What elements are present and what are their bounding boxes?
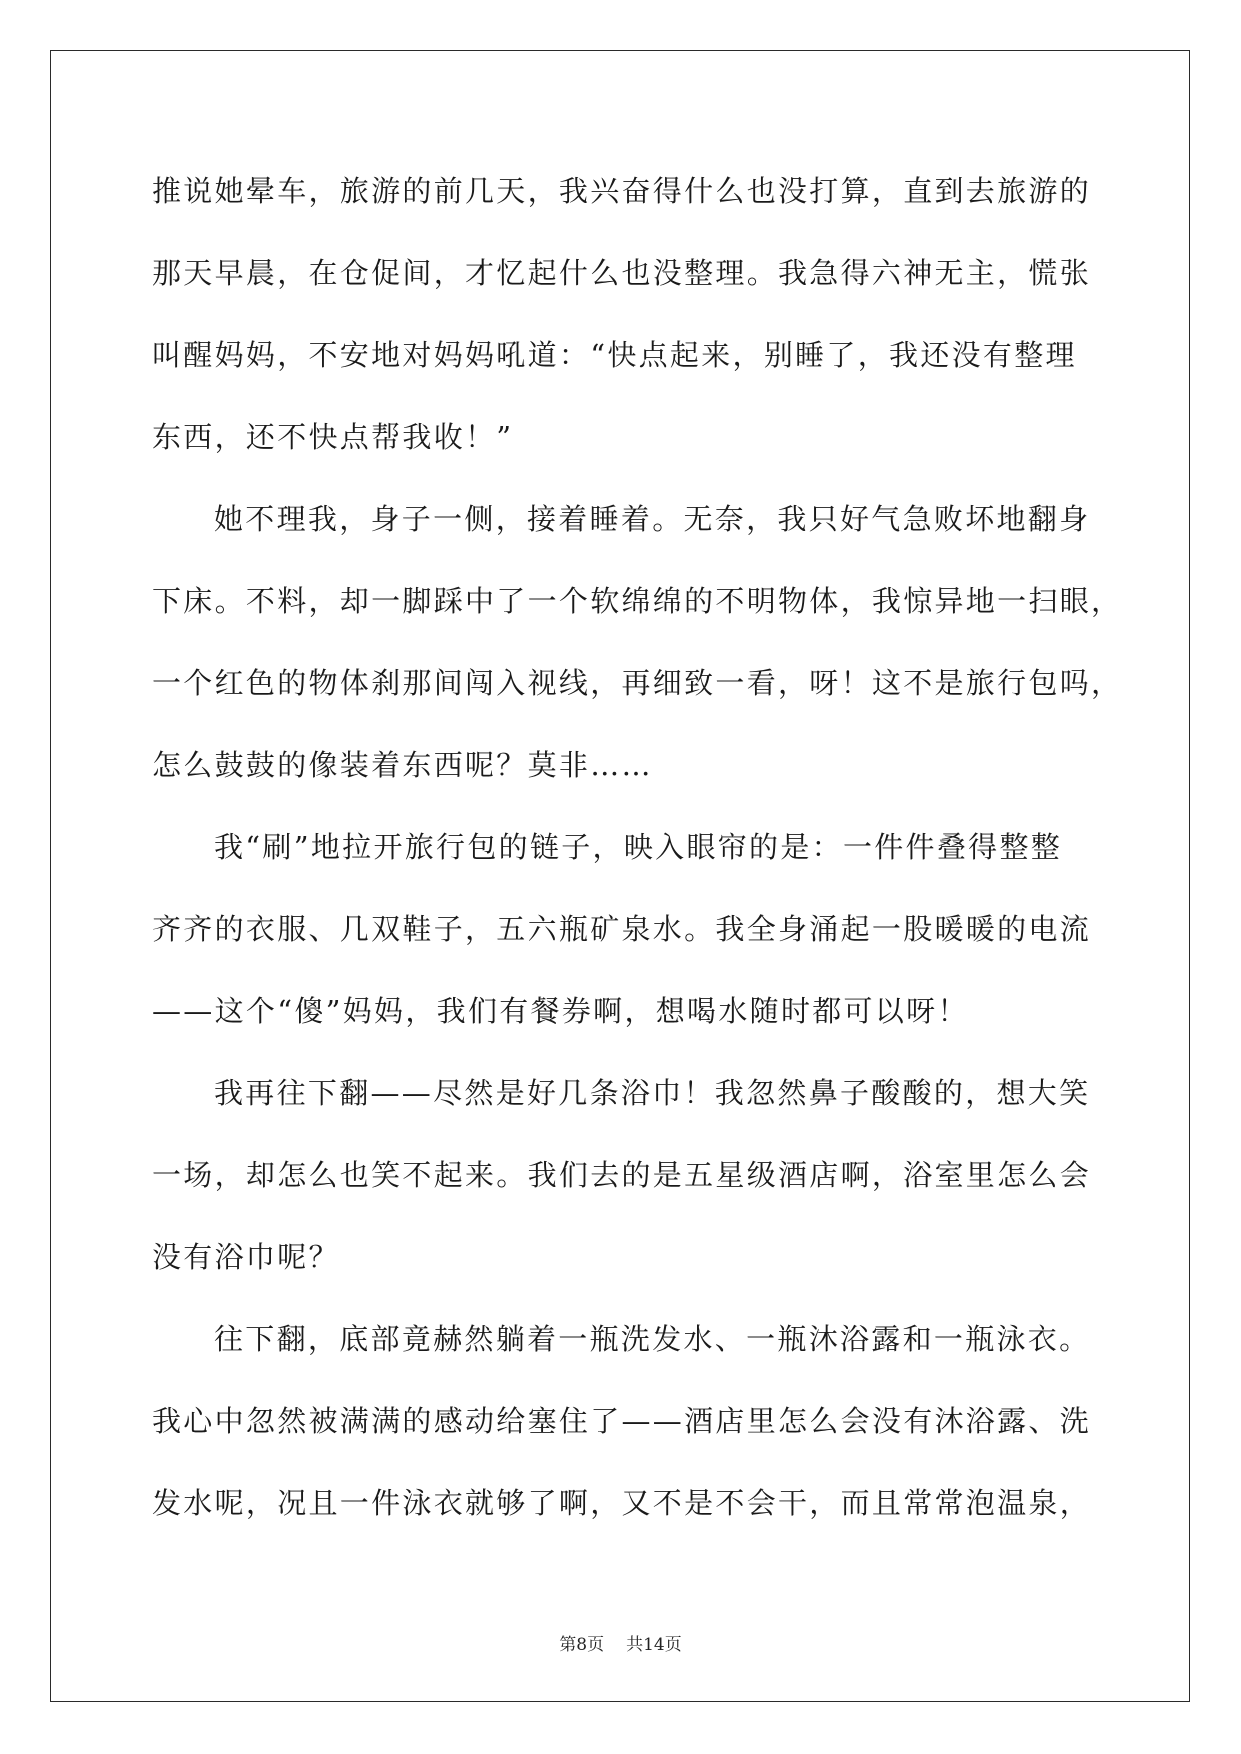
text-line: 那天早晨，在仓促间，才忆起什么也没整理。我急得六神无主，慌张 [152, 256, 1092, 290]
text-line: 东西，还不快点帮我收！” [152, 420, 514, 454]
page-number: 第8页 [559, 1635, 605, 1655]
text-line: 一场，却怎么也笑不起来。我们去的是五星级酒店啊，浴室里怎么会 [152, 1158, 1092, 1192]
paragraph-first-line: 她不理我，身子一侧，接着睡着。无奈，我只好气急败坏地翻身 [214, 502, 1091, 536]
page-total: 共14页 [626, 1635, 682, 1655]
text-line: 下床。不料，却一脚踩中了一个软绵绵的不明物体，我惊异地一扫眼， [152, 584, 1123, 618]
page-footer [0, 1630, 1241, 1655]
paragraph-first-line: 我再往下翻——尽然是好几条浴巾！我忽然鼻子酸酸的，想大笑 [214, 1076, 1091, 1110]
paragraph-first-line: 我“刷”地拉开旅行包的链子，映入眼帘的是：一件件叠得整整 [214, 830, 1063, 864]
text-line: 没有浴巾呢？ [152, 1240, 340, 1274]
text-line: 我心中忽然被满满的感动给塞住了——酒店里怎么会没有沐浴露、洗 [152, 1404, 1092, 1438]
text-line: 怎么鼓鼓的像装着东西呢？莫非…… [152, 748, 653, 782]
document-body [152, 150, 1123, 1544]
text-line: 齐齐的衣服、几双鞋子，五六瓶矿泉水。我全身涌起一股暖暖的电流 [152, 912, 1092, 946]
text-line: 一个红色的物体刹那间闯入视线，再细致一看，呀！这不是旅行包吗， [152, 666, 1123, 700]
paragraph-first-line: 往下翻，底部竟赫然躺着一瓶洗发水、一瓶沐浴露和一瓶泳衣。 [214, 1322, 1091, 1356]
text-line: ——这个“傻”妈妈，我们有餐券啊，想喝水随时都可以呀！ [152, 994, 969, 1028]
text-line: 叫醒妈妈，不安地对妈妈吼道：“快点起来，别睡了，我还没有整理 [152, 338, 1077, 372]
text-line: 推说她晕车，旅游的前几天，我兴奋得什么也没打算，直到去旅游的 [152, 174, 1092, 208]
text-line: 发水呢，况且一件泳衣就够了啊，又不是不会干，而且常常泡温泉， [152, 1486, 1092, 1520]
